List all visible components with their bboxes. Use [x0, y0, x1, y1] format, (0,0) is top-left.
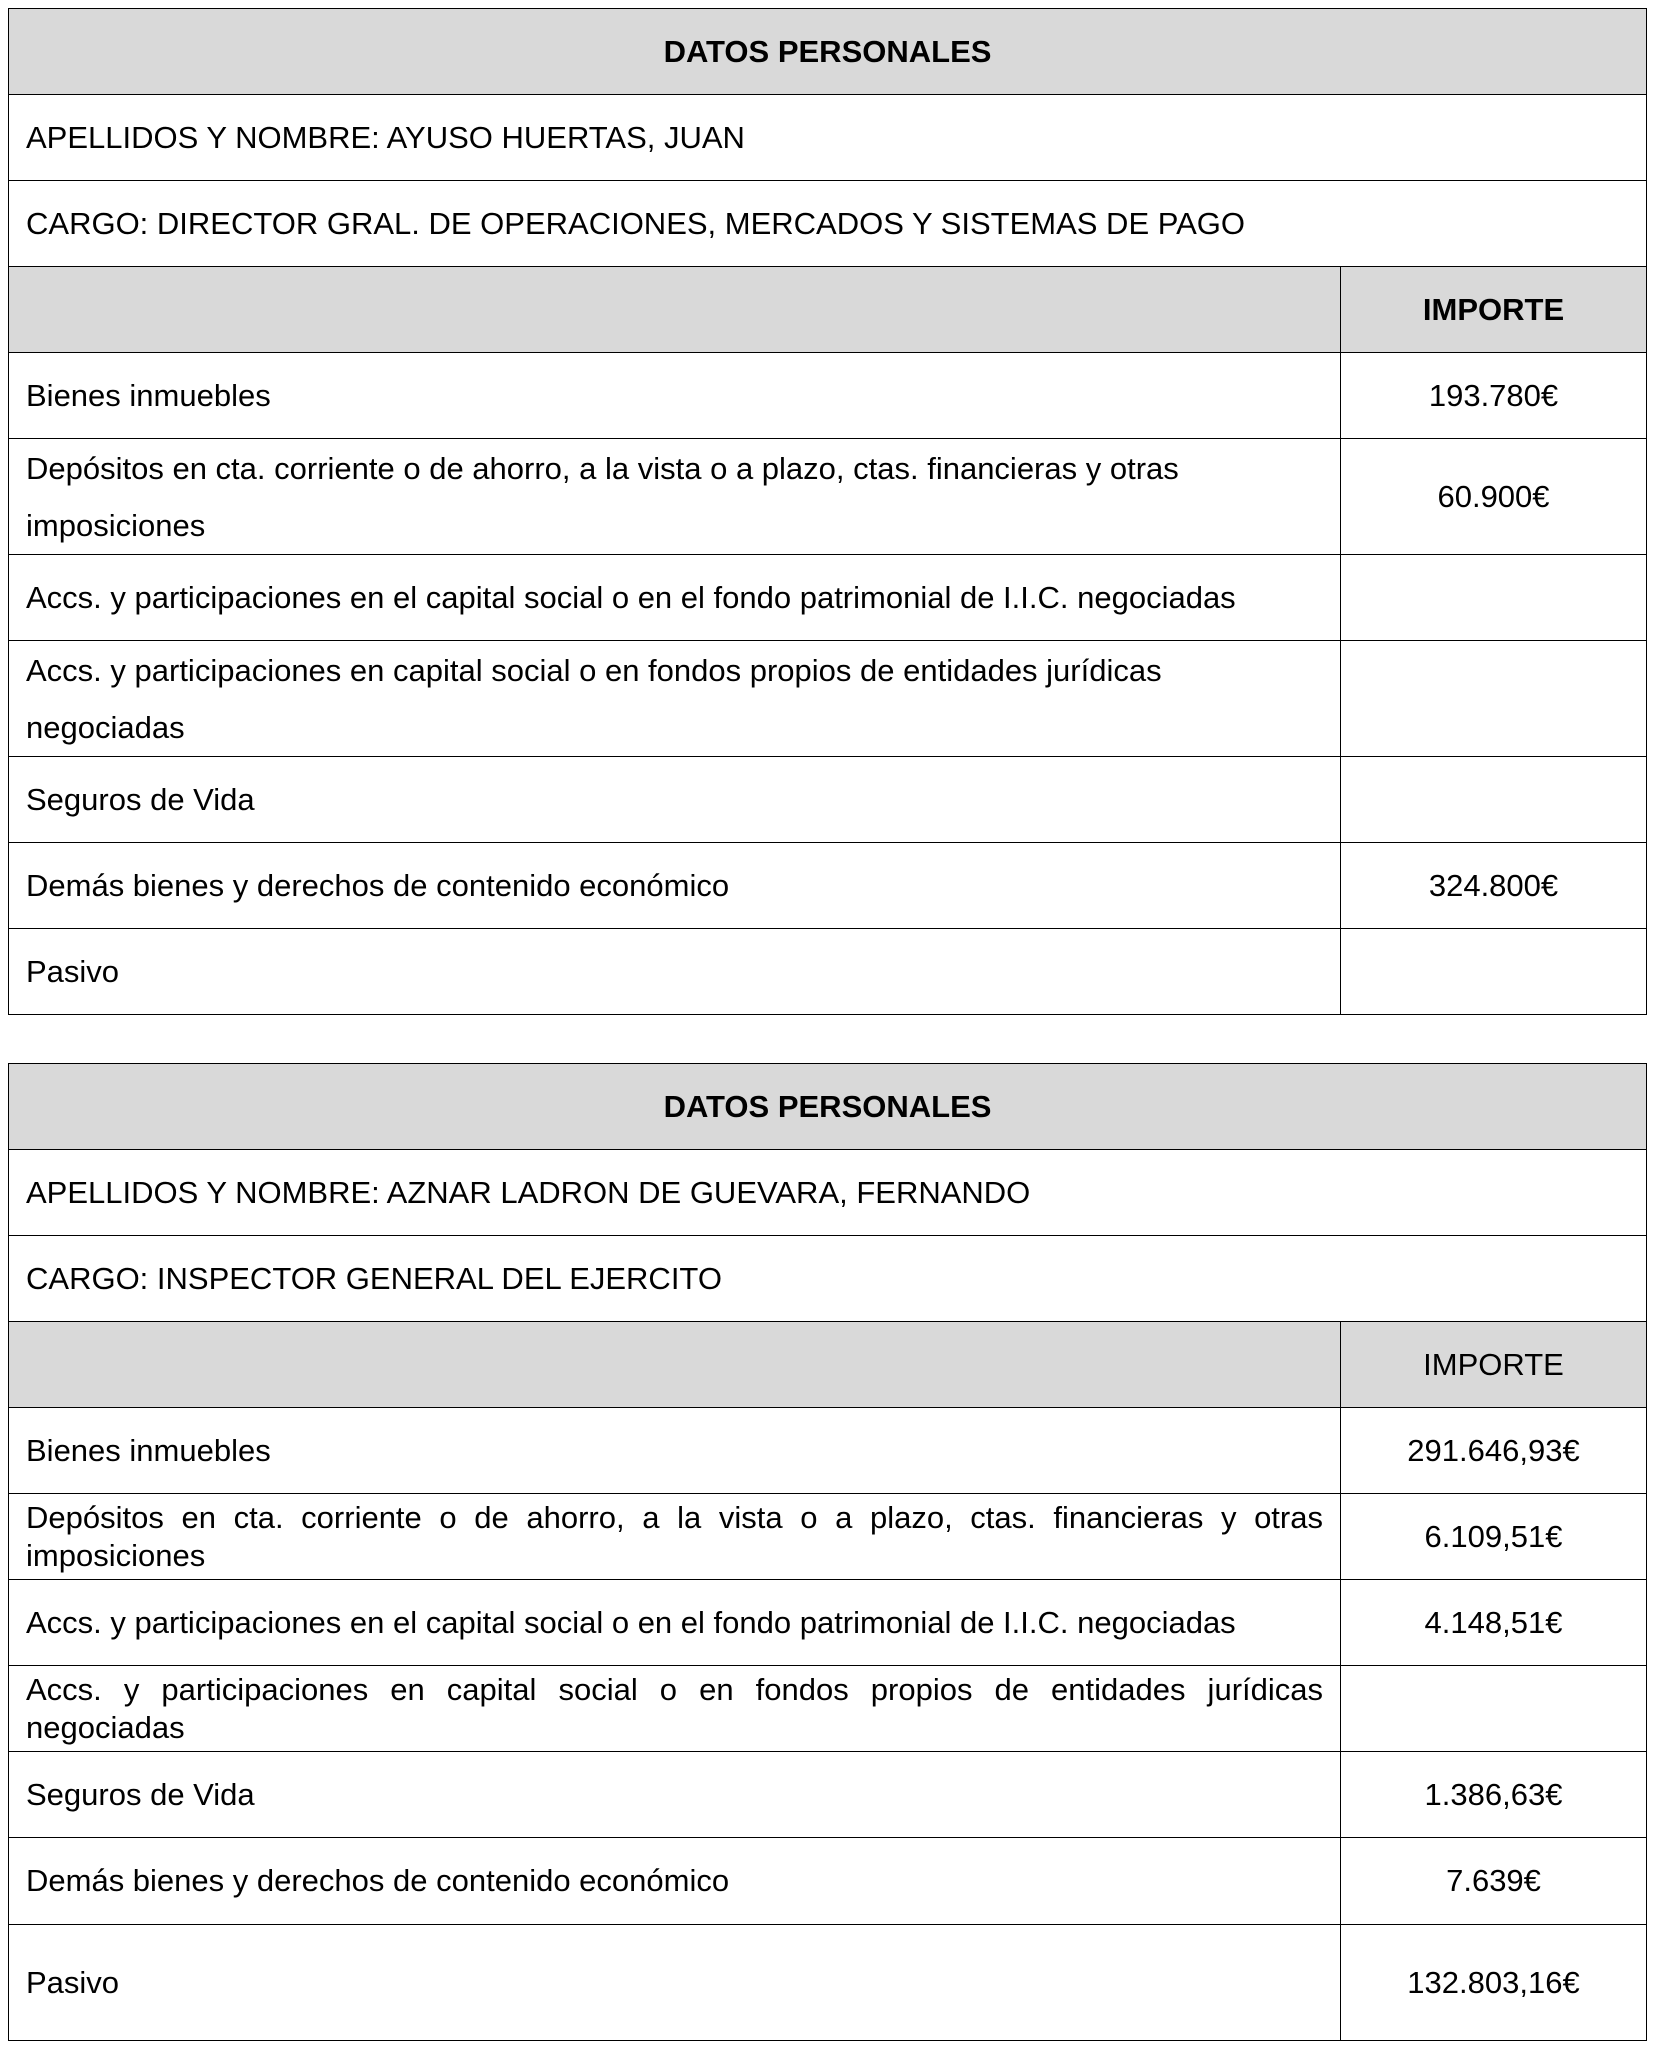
- position-line: CARGO: DIRECTOR GRAL. DE OPERACIONES, MERCADOS Y SISTEMAS DE PAGO: [9, 181, 1647, 267]
- table-row: [9, 1666, 1647, 1752]
- row-amount: 193.780€: [1341, 353, 1647, 439]
- table-row: [9, 929, 1647, 1015]
- table-row: [9, 843, 1647, 929]
- table-row: [9, 1752, 1647, 1838]
- row-label: Accs. y participaciones en el capital social o en el fondo patrimonial de I.I.C. negociadas: [9, 1580, 1341, 1666]
- section-title: DATOS PERSONALES: [9, 9, 1647, 95]
- name-row: [9, 95, 1647, 181]
- row-label: Accs. y participaciones en capital social o en fondos propios de entidades jurídicas negociadas: [9, 641, 1341, 757]
- row-amount: 324.800€: [1341, 843, 1647, 929]
- row-label: Demás bienes y derechos de contenido económico: [9, 1838, 1341, 1925]
- asset-declaration-table-2: [8, 1063, 1647, 2041]
- row-amount: 4.148,51€: [1341, 1580, 1647, 1666]
- column-header-row: [9, 267, 1647, 353]
- section-title: DATOS PERSONALES: [9, 1064, 1647, 1150]
- row-amount: 291.646,93€: [1341, 1408, 1647, 1494]
- row-label: Pasivo: [9, 929, 1341, 1015]
- row-label: Bienes inmuebles: [9, 1408, 1341, 1494]
- row-amount: 1.386,63€: [1341, 1752, 1647, 1838]
- amount-column-header: IMPORTE: [1341, 267, 1647, 353]
- position-row: [9, 1236, 1647, 1322]
- section-header-row: [9, 1064, 1647, 1150]
- column-header-row: [9, 1322, 1647, 1408]
- table-row: [9, 353, 1647, 439]
- table-row: [9, 555, 1647, 641]
- row-amount: 132.803,16€: [1341, 1925, 1647, 2041]
- row-amount: [1341, 641, 1647, 757]
- name-row: [9, 1150, 1647, 1236]
- position-line: CARGO: INSPECTOR GENERAL DEL EJERCITO: [9, 1236, 1647, 1322]
- table-row: [9, 1838, 1647, 1925]
- row-label: Depósitos en cta. corriente o de ahorro, a la vista o a plazo, ctas. financieras y otras imposiciones: [9, 439, 1341, 555]
- row-amount: [1341, 929, 1647, 1015]
- row-amount: [1341, 757, 1647, 843]
- table-row: [9, 757, 1647, 843]
- amount-column-header: IMPORTE: [1341, 1322, 1647, 1408]
- row-amount: 7.639€: [1341, 1838, 1647, 1925]
- row-label: Accs. y participaciones en capital social o en fondos propios de entidades jurídicas negociadas: [9, 1666, 1341, 1752]
- table-row: [9, 1580, 1647, 1666]
- row-label: Pasivo: [9, 1925, 1341, 2041]
- table-row: [9, 641, 1647, 757]
- row-label: Accs. y participaciones en el capital social o en el fondo patrimonial de I.I.C. negociadas: [9, 555, 1341, 641]
- asset-declaration-table-1: [8, 8, 1647, 1015]
- label-column-header: [9, 1322, 1341, 1408]
- section-header-row: [9, 9, 1647, 95]
- position-row: [9, 181, 1647, 267]
- row-amount: [1341, 1666, 1647, 1752]
- row-amount: 6.109,51€: [1341, 1494, 1647, 1580]
- row-label: Seguros de Vida: [9, 1752, 1341, 1838]
- table-row: [9, 1494, 1647, 1580]
- row-amount: 60.900€: [1341, 439, 1647, 555]
- row-label: Depósitos en cta. corriente o de ahorro, a la vista o a plazo, ctas. financieras y otras imposiciones: [9, 1494, 1341, 1580]
- row-label: Bienes inmuebles: [9, 353, 1341, 439]
- label-column-header: [9, 267, 1341, 353]
- row-amount: [1341, 555, 1647, 641]
- table-row: [9, 439, 1647, 555]
- table-row: [9, 1408, 1647, 1494]
- table-row: [9, 1925, 1647, 2041]
- row-label: Demás bienes y derechos de contenido económico: [9, 843, 1341, 929]
- full-name-line: APELLIDOS Y NOMBRE: AYUSO HUERTAS, JUAN: [9, 95, 1647, 181]
- full-name-line: APELLIDOS Y NOMBRE: AZNAR LADRON DE GUEVARA, FERNANDO: [9, 1150, 1647, 1236]
- row-label: Seguros de Vida: [9, 757, 1341, 843]
